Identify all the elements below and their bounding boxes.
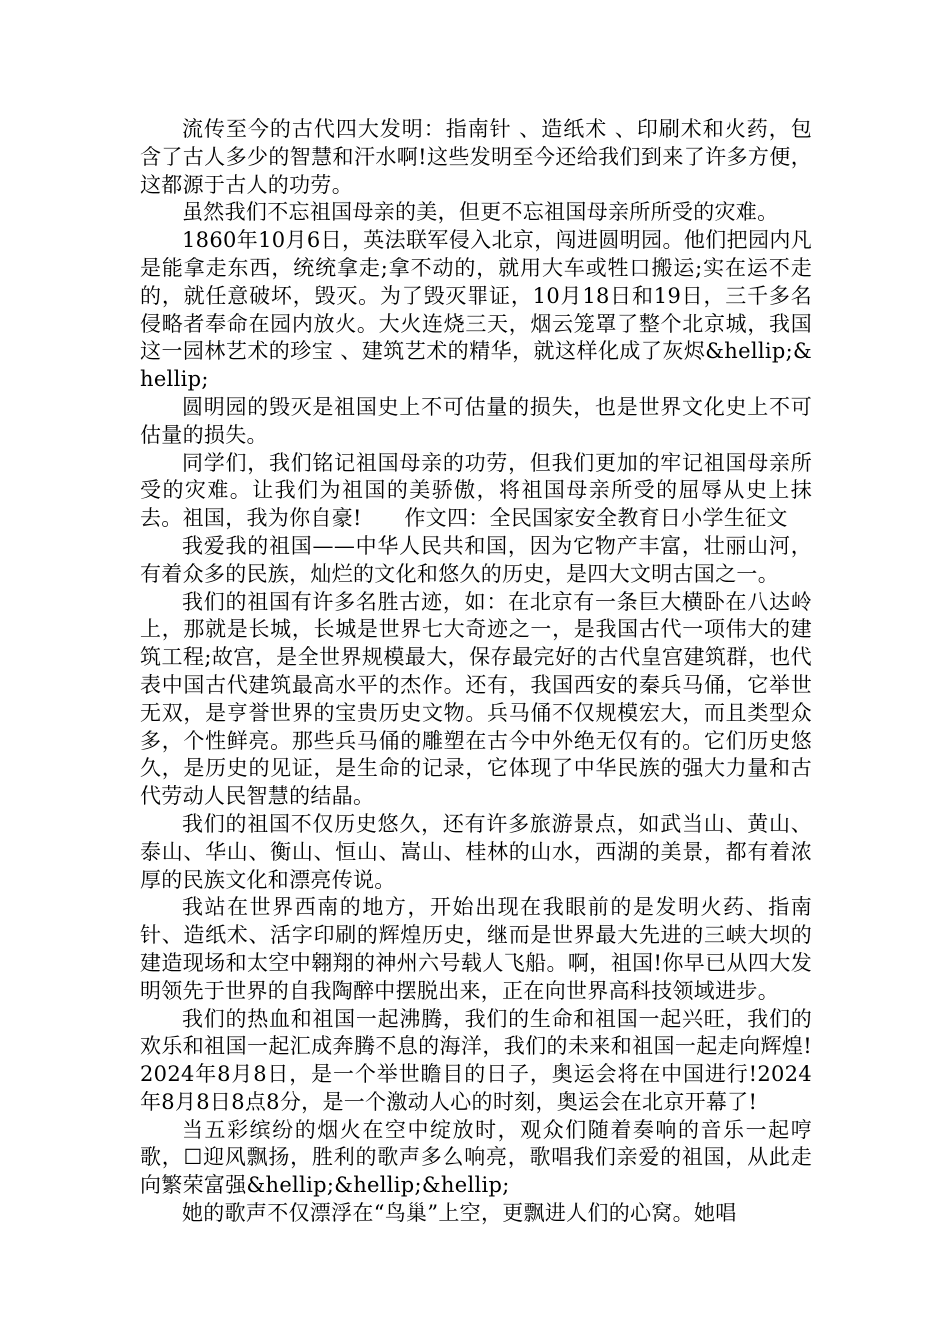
paragraph-9: 我站在世界西南的地方，开始出现在我眼前的是发明火药、指南针、造纸术、活字印刷的辉煌历史，继而是世界最大先进的三峡大坝的建造现场和太空中翱翔的神州六号载人飞船。啊，祖国!你早已从四大发明领先于世界的自我陶醉中摆脱出来，正在向世界高科技领域进步。 <box>140 895 812 1003</box>
paragraph-1: 流传至今的古代四大发明：指南针 、造纸术 、印刷术和火药，包含了古人多少的智慧和汗水啊!这些发明至今还给我们到来了许多方便，这都源于古人的功劳。 <box>140 117 812 197</box>
document-body <box>140 116 812 1228</box>
paragraph-5: 同学们，我们铭记祖国母亲的功劳，但我们更加的牢记祖国母亲所受的灾难。让我们为祖国的美骄傲，将祖国母亲所受的屈辱从史上抹去。祖国，我为你自豪! 作文四：全民国家安全教育日小学生征文 <box>140 450 812 531</box>
paragraph-10: 我们的热血和祖国一起沸腾，我们的生命和祖国一起兴旺，我们的欢乐和祖国一起汇成奔腾不息的海洋，我们的未来和祖国一起走向辉煌!2024年8月8日，是一个举世瞻目的日子，奥运会将在中国进行!2024年8月8日8点8分，是一个激动人心的时刻，奥运会在北京开幕了! <box>140 1006 812 1114</box>
paragraph-7: 我们的祖国有许多名胜古迹，如：在北京有一条巨大横卧在八达岭上，那就是长城，长城是世界七大奇迹之一，是我国古代一项伟大的建筑工程;故宫，是全世界规模最大，保存最完好的古代皇宫建筑群，也代表中国古代建筑最高水平的杰作。还有，我国西安的秦兵马俑，它举世无双，是亨誉世界的宝贵历史文物。兵马俑不仅规模宏大，而且类型众多，个性鲜亮。那些兵马俑的雕塑在古今中外绝无仅有的。它们历史悠久，是历史的见证，是生命的记录，它体现了中华民族的强大力量和古代劳动人民智慧的结晶。 <box>140 589 812 809</box>
paragraph-8: 我们的祖国不仅历史悠久，还有许多旅游景点，如武当山、黄山、泰山、华山、衡山、恒山、嵩山、桂林的山水，西湖的美景，都有着浓厚的民族文化和漂亮传说。 <box>140 811 812 892</box>
paragraph-4: 圆明园的毁灭是祖国史上不可估量的损失，也是世界文化史上不可估量的损失。 <box>140 394 812 447</box>
paragraph-11: 当五彩缤纷的烟火在空中绽放时，观众们随着奏响的音乐一起哼歌，☐迎风飘扬，胜利的歌声多么响亮，歌唱我们亲爱的祖国，从此走向繁荣富强&hellip;&hellip;&hellip; <box>140 1117 812 1198</box>
paragraph-3: 1860年10月6日，英法联军侵入北京，闯进圆明园。他们把园内凡是能拿走东西，统统拿走;拿不动的，就用大车或牲口搬运;实在运不走的，就任意破坏，毁灭。为了毁灭罪证，10月18日和19日，三千多名侵略者奉命在园内放火。大火连烧三天，烟云笼罩了整个北京城，我国这一园林艺术的珍宝 、建筑艺术的精华，就这样化成了灰烬&hellip;&hellip; <box>140 228 812 392</box>
paragraph-12: 她的歌声不仅漂浮在“鸟巢”上空，更飘进人们的心窝。她唱 <box>182 1201 737 1226</box>
paragraph-2: 虽然我们不忘祖国母亲的美，但更不忘祖国母亲所所受的灾难。 <box>182 200 779 225</box>
paragraph-6: 我爱我的祖国——中华人民共和国，因为它物产丰富，壮丽山河，有着众多的民族，灿烂的文化和悠久的历史，是四大文明古国之一。 <box>140 533 812 586</box>
